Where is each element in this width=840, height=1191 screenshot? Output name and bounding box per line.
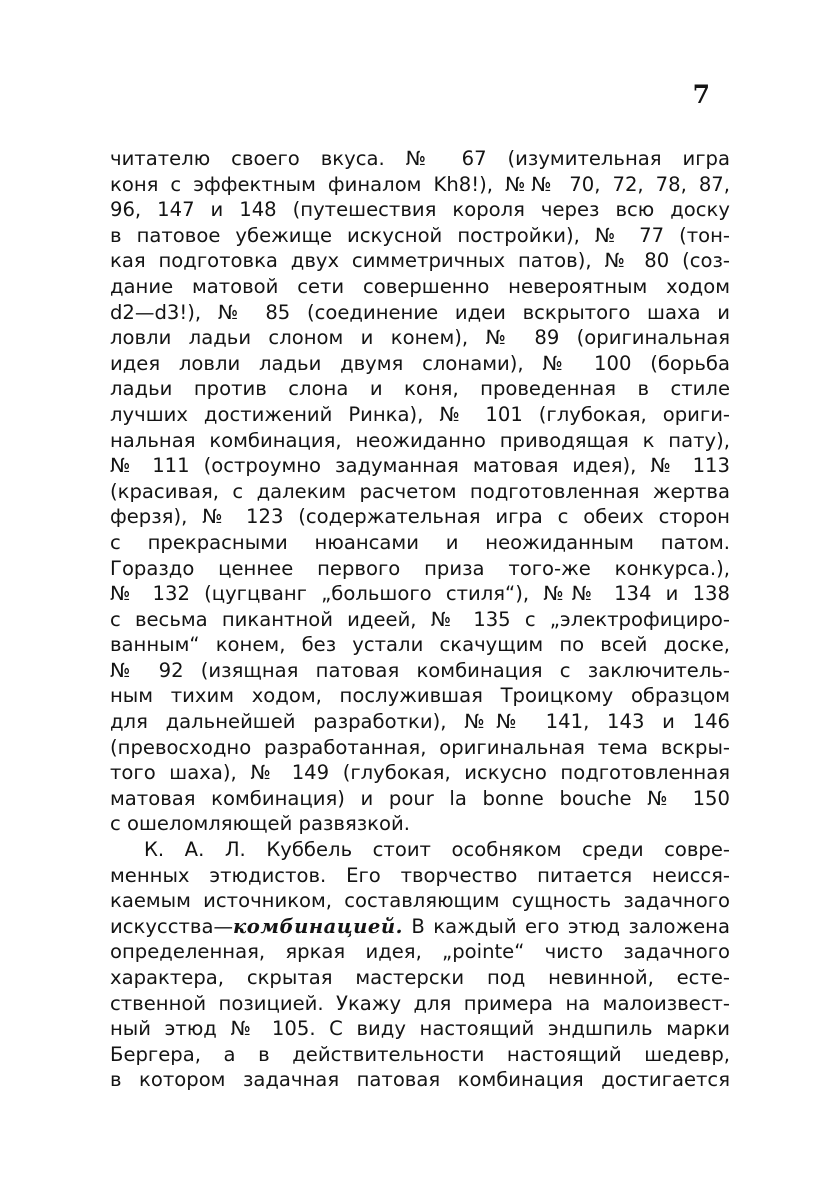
text-line: Бергера, а в действительности настоящий шедевр, — [110, 1042, 730, 1066]
text-line: ладьи против слона и коня, проведенная в стиле — [110, 377, 730, 401]
text-line: ственной позицией. Укажу для примера на малоизвест- — [110, 991, 730, 1015]
text-line: ферзя), № 123 (содержательная игра с обеих сторон — [110, 505, 730, 529]
text-line: № 92 (изящная патовая комбинация с заключитель- — [110, 658, 730, 682]
text-line: с прекрасными нюансами и неожиданным патом. — [110, 530, 730, 554]
paragraph-1 — [110, 146, 730, 837]
text-line: идея ловли ладьи двумя слонами), № 100 (борьба — [110, 351, 730, 375]
text-line: с весьма пикантной идеей, № 135 с „электрофициро- — [110, 607, 730, 631]
emphasized-word: комбинацией. — [233, 914, 403, 938]
text-line: кая подготовка двух симметричных патов), № 80 (соз- — [110, 249, 730, 273]
text-line: № 132 (цугцванг „большого стиля“), №№ 134 и 138 — [110, 582, 730, 606]
text-line: каемым источником, составляющим сущность задачного — [110, 889, 730, 913]
text-line: (превосходно разработанная, оригинальная тема вскры- — [110, 735, 730, 759]
text-line: для дальнейшей разработки), №№ 141, 143 и 146 — [110, 710, 730, 734]
text-line: менных этюдистов. Его творчество питается неисся- — [110, 863, 730, 887]
text-line: с ошеломляющей развязкой. — [110, 812, 410, 836]
text-line: К. А. Л. Куббель стоит особняком среди совре- — [144, 838, 730, 862]
text-line: определенная, яркая идея, „pointe“ чисто задачного — [110, 940, 730, 964]
text-line: дание матовой сети совершенно невероятным ходом — [110, 274, 730, 298]
text-line: ным тихим ходом, послужившая Троицкому образцом — [110, 684, 730, 708]
page-number: 7 — [692, 80, 710, 109]
text-line-with-emphasis — [110, 914, 730, 940]
text-run: искусства— — [110, 914, 234, 938]
text-line: (красивая, с далеким расчетом подготовленная жертва — [110, 479, 730, 503]
text-line: матовая комбинация) и pour la bonne bouche № 150 — [110, 786, 730, 810]
paragraph-2 — [110, 837, 730, 1093]
text-line: ный этюд № 105. С виду настоящий эндшпиль марки — [110, 1017, 730, 1041]
text-run: В каждый его этюд заложена — [402, 914, 730, 938]
text-line: ловли ладьи слоном и конем), № 89 (оригинальная — [110, 326, 730, 350]
text-line: Гораздо ценнее первого приза того-же конкурса.), — [110, 556, 730, 580]
text-line: d2—d3!), № 85 (соединение идеи вскрытого шаха и — [110, 300, 730, 324]
text-line: в патовое убежище искусной постройки), № 77 (тон- — [110, 223, 730, 247]
text-line: ванным“ конем, без устали скачущим по всей доске, — [110, 633, 730, 657]
body-text — [110, 146, 730, 1093]
text-line: нальная комбинация, неожиданно приводящая к пату), — [110, 428, 730, 452]
text-line: № 111 (остроумно задуманная матовая идея), № 113 — [110, 454, 730, 478]
text-line: в котором задачная патовая комбинация достигается — [110, 1068, 730, 1092]
text-line: коня с эффектным финалом Kh8!), №№ 70, 72, 78, 87, — [110, 172, 730, 196]
text-line: того шаха), № 149 (глубокая, искусно подготовленная — [110, 761, 730, 785]
text-line: 96, 147 и 148 (путешествия короля через всю доску — [110, 198, 730, 222]
text-line: читателю своего вкуса. № 67 (изумительная игра — [110, 147, 730, 170]
text-line: характера, скрытая мастерски под невинной, есте- — [110, 966, 730, 989]
text-line: лучших достижений Ринка), № 101 (глубокая, ориги- — [110, 402, 730, 426]
